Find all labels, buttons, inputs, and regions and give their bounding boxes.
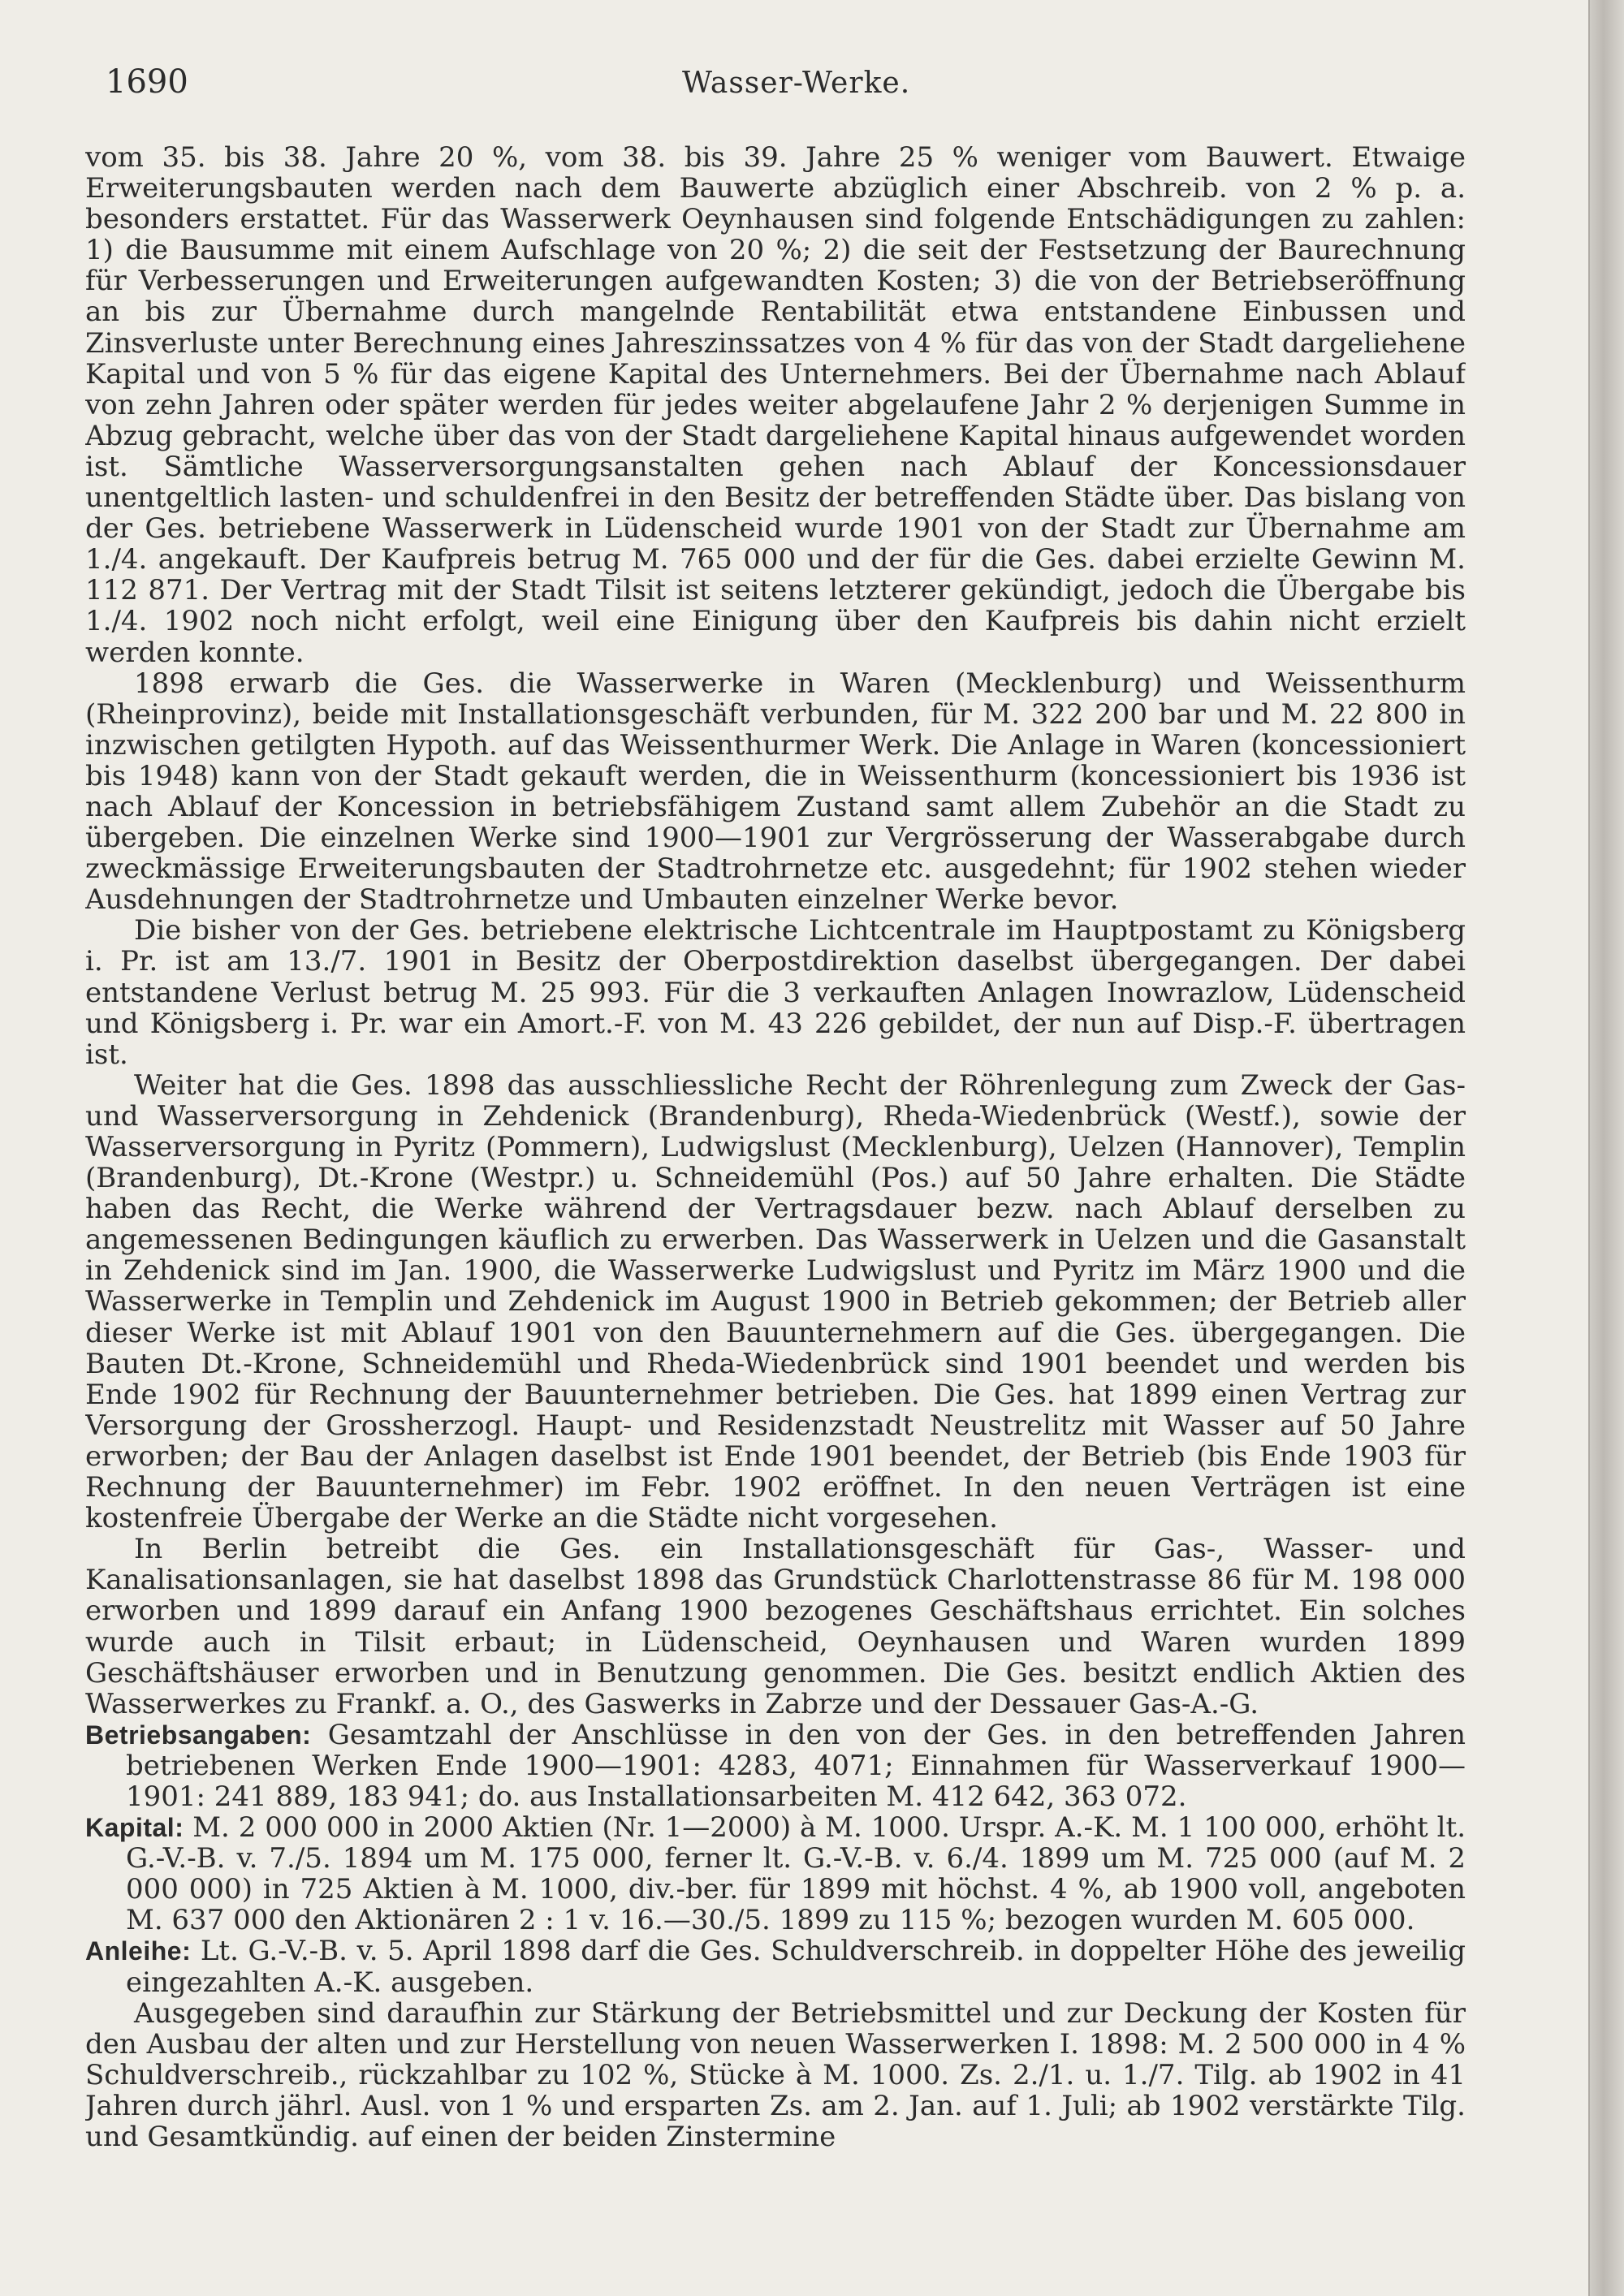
- section-label: Anleihe:: [85, 1936, 192, 1966]
- section-label: Betriebsangaben:: [85, 1720, 312, 1750]
- paragraph-ausgegeben: Ausgegeben sind daraufhin zur Stärkung der Betriebsmittel und zur Deckung der Kosten für den Ausbau der alten und zur Herstellung von neuen Wasserwerken I. 1898: M. 2 500 000 in 4 % Schuldverschreib., rückzahlbar zu 102 %, Stücke à M. 1000. Zs. 2./1. u. 1./7. Tilg. ab 1902 in 41 Jahren durch jährl. Ausl. von 1 % und ersparten Zs. am 2. Jan. auf 1. Juli; ab 1902 verstärkte Tilg. und Gesamtkündig. auf einen der beiden Zinstermine: [85, 1996, 1466, 2153]
- body-text: [85, 142, 1466, 2269]
- section-text: Gesamtzahl der Anschlüsse in den von der Ges. in den betreffenden Jahren betriebenen Werken Ende 1900—1901: 4283, 4071; Einnahmen für Wasserverkauf 1900—1901: 241 889, 183 941; do. aus Installationsarbeiten M. 412 642, 363 072.: [126, 1718, 1466, 1813]
- section-label: Kapital:: [85, 1813, 184, 1843]
- running-title: Wasser-Werke.: [682, 67, 911, 100]
- paragraph-waren-weissenthurm: 1898 erwarb die Ges. die Wasserwerke in Waren (Mecklenburg) und Weissenthurm (Rheinprovinz), beide mit Installationsgeschäft verbunden, für M. 322 200 bar und M. 22 800 in inzwischen getilgten Hypoth. auf das Weissenthurmer Werk. Die Anlage in Waren (koncessioniert bis 1948) kann von der Stadt gekauft werden, die in Weissenthurm (koncessioniert bis 1936 ist nach Ablauf der Koncession in betriebsfähigem Zustand samt allem Zubehör an die Stadt zu übergeben. Die einzelnen Werke sind 1900—1901 zur Vergrösserung der Wasserabgabe durch zweckmässige Erweiterungsbauten der Stadtrohrnetze etc. ausgedehnt; für 1902 stehen wieder Ausdehnungen der Stadtrohrnetze und Umbauten einzelner Werke bevor.: [85, 667, 1466, 917]
- section-text: M. 2 000 000 in 2000 Aktien (Nr. 1—2000) à M. 1000. Urspr. A.-K. M. 1 100 000, erhöht lt. G.-V.-B. v. 7./5. 1894 um M. 175 000, ferner lt. G.-V.-B. v. 6./4. 1899 um M. 725 000 (auf M. 2 000 000) in 725 Aktien à M. 1000, div.-ber. für 1899 mit höchst. 4 %, ab 1900 voll, angeboten M. 637 000 den Aktionären 2 : 1 v. 16.—30./5. 1899 zu 115 %; bezogen wurden M. 605 000.: [126, 1811, 1466, 1937]
- page-gutter: [1588, 0, 1624, 2296]
- page-header: [97, 63, 1478, 104]
- page-number: 1690: [106, 63, 188, 101]
- section-text: Lt. G.-V.-B. v. 5. April 1898 darf die Ges. Schuldverschreib. in doppelter Höhe des jeweilig eingezahlten A.-K. ausgeben.: [126, 1935, 1466, 1999]
- paragraph-berlin: In Berlin betreibt die Ges. ein Installationsgeschäft für Gas-, Wasser- und Kanalisationsanlagen, sie hat daselbst 1898 das Grundstück Charlottenstrasse 86 für M. 198 000 erworben und 1899 darauf ein Anfang 1900 bezogenes Geschäftshaus errichtet. Ein solches wurde auch in Tilsit erbaut; in Lüdenscheid, Oeynhausen und Waren wurden 1899 Geschäftshäuser erworben und in Benutzung genommen. Die Ges. besitzt endlich Aktien des Wasserwerkes zu Frankf. a. O., des Gaswerks in Zabrze und der Dessauer Gas-A.-G.: [85, 1533, 1466, 1720]
- paragraph-lichtcentrale: Die bisher von der Ges. betriebene elektrische Lichtcentrale im Hauptpostamt zu Königsberg i. Pr. ist am 13./7. 1901 in Besitz der Oberpostdirektion daselbst übergegangen. Der dabei entstandene Verlust betrug M. 25 993. Für die 3 verkauften Anlagen Inowrazlow, Lüdenscheid und Königsberg i. Pr. war ein Amort.-F. von M. 43 226 gebildet, der nun auf Disp.-F. übertragen ist.: [85, 914, 1466, 1071]
- section-anleihe: [85, 1936, 1466, 1997]
- paragraph-roehrenlegung: Weiter hat die Ges. 1898 das ausschliessliche Recht der Röhrenlegung zum Zweck der Gas- und Wasserversorgung in Zehdenick (Brandenburg), Rheda-Wiedenbrück (Westf.), sowie der Wasserversorgung in Pyritz (Pommern), Ludwigslust (Mecklenburg), Uelzen (Hannover), Templin (Brandenburg), Dt.-Krone (Westpr.) u. Schneidemühl (Pos.) auf 50 Jahre erhalten. Die Städte haben das Recht, die Werke während der Vertragsdauer bezw. nach Ablauf derselben zu angemessenen Bedingungen käuflich zu erwerben. Das Wasserwerk in Uelzen und die Gasanstalt in Zehdenick sind im Jan. 1900, die Wasserwerke Ludwigslust und Pyritz im März 1900 und die Wasserwerke in Templin und Zehdenick im August 1900 in Betrieb gekommen; der Betrieb aller dieser Werke ist mit Ablauf 1901 von den Bauunternehmern auf die Ges. übergegangen. Die Bauten Dt.-Krone, Schneidemühl und Rheda-Wiedenbrück sind 1901 beendet und werden bis Ende 1902 für Rechnung der Bauunternehmer betrieben. Die Ges. hat 1899 einen Vertrag zur Versorgung der Grossherzogl. Haupt- und Residenzstadt Neustrelitz mit Wasser auf 50 Jahre erworben; der Bau der Anlagen daselbst ist Ende 1901 beendet, der Betrieb (bis Ende 1903 für Rechnung der Bauunternehmer) im Febr. 1902 eröffnet. In den neuen Verträgen ist eine kostenfreie Übergabe der Werke an die Städte nicht vorgesehen.: [85, 1068, 1466, 1535]
- section-betriebsangaben: [85, 1720, 1466, 1812]
- section-kapital: [85, 1812, 1466, 1936]
- paragraph-continuation: vom 35. bis 38. Jahre 20 %, vom 38. bis 39. Jahre 25 % weniger vom Bauwert. Etwaige Erweiterungsbauten werden nach dem Bauwerte abzüglich einer Abschreib. von 2 % p. a. besonders erstattet. Für das Wasserwerk Oeynhausen sind folgende Entschädigungen zu zahlen: 1) die Bausumme mit einem Aufschlage von 20 %; 2) die seit der Festsetzung der Baurechnung für Verbesserungen und Erweiterungen aufgewandten Kosten; 3) die von der Betriebseröffnung an bis zur Übernahme durch mangelnde Rentabilität etwa entstandene Einbussen und Zinsverluste unter Berechnung eines Jahreszinssatzes von 4 % für das von der Stadt dargeliehene Kapital und von 5 % für das eigene Kapital des Unternehmers. Bei der Übernahme nach Ablauf von zehn Jahren oder später werden für jedes weiter abgelaufene Jahr 2 % derjenigen Summe in Abzug gebracht, welche über das von der Stadt dargeliehene Kapital hinaus aufgewendet worden ist. Sämtliche Wasserversorgungsanstalten gehen nach Ablauf der Koncessionsdauer unentgeltlich lasten- und schuldenfrei in den Besitz der betreffenden Städte über. Das bislang von der Ges. betriebene Wasserwerk in Lüdenscheid wurde 1901 von der Stadt zur Übernahme am 1./4. angekauft. Der Kaufpreis betrug M. 765 000 und der für die Ges. dabei erzielte Gewinn M. 112 871. Der Vertrag mit der Stadt Tilsit ist seitens letzterer gekündigt, jedoch die Übergabe bis 1./4. 1902 noch nicht erfolgt, weil eine Einigung über den Kaufpreis bis dahin nicht erzielt werden konnte.: [85, 142, 1466, 669]
